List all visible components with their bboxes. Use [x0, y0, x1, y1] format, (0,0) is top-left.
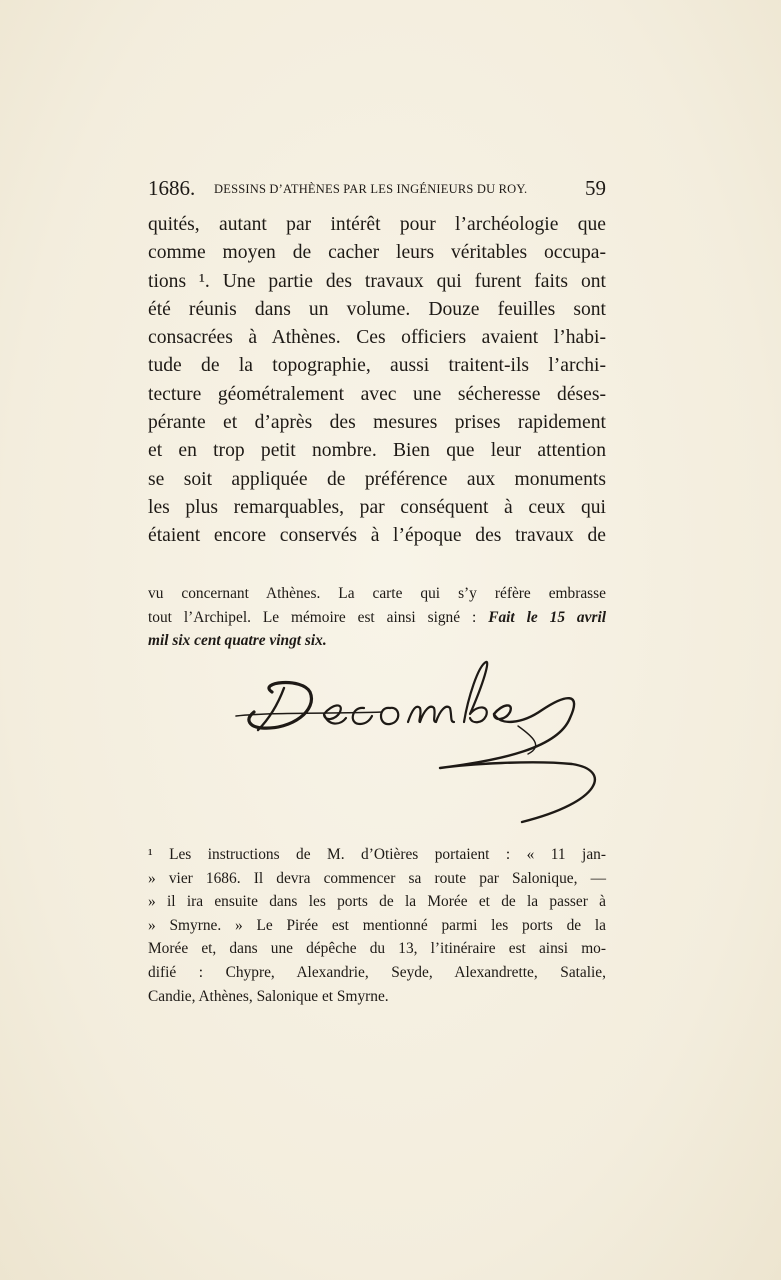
footnote-line: » il ira ensuite dans les ports de la Morée et de la passer à — [148, 893, 606, 911]
body-line: comme moyen de cacher leurs véritables occupa- — [148, 242, 606, 264]
body-text — [148, 211, 606, 551]
body-line: été réunis dans un volume. Douze feuilles sont — [148, 298, 606, 320]
footnote-line: ¹ Les instructions de M. d’Otières portaient : « 11 jan- — [148, 846, 606, 863]
body-line: consacrées à Athènes. Ces officiers avaient l’habi- — [148, 327, 606, 349]
note-line: vu concernant Athènes. La carte qui s’y réfère embrasse — [148, 585, 606, 602]
body-line: tecture géométralement avec une sécheresse déses- — [148, 383, 606, 405]
footnote-line: Morée et, dans une dépêche du 13, l’itinéraire est ainsi mo- — [148, 940, 606, 958]
running-head-year: 1686. — [148, 176, 196, 200]
footnote-line: difié : Chypre, Alexandrie, Seyde, Alexandrette, Satalie, — [148, 963, 606, 981]
footnote-continuation — [148, 582, 606, 653]
body-line: étaient encore conservés à l’époque des travaux de — [148, 525, 606, 547]
body-line: et en trop petit nombre. Bien que leur attention — [148, 440, 606, 462]
running-head — [148, 176, 606, 206]
footnote-line: » Smyrne. » Le Pirée est mentionné parmi les ports de la — [148, 916, 606, 934]
page-number: 59 — [585, 176, 606, 200]
note-line — [148, 606, 606, 630]
body-line: se soit appliquée de préférence aux monuments — [148, 468, 606, 490]
body-line: les plus remarquables, par conséquent à ceux qui — [148, 496, 606, 518]
body-line: tude de la topographie, aussi traitent-ils l’archi- — [148, 355, 606, 377]
note-line-italic: mil six cent quatre vingt six. — [148, 632, 327, 649]
footnote-line: Candie, Athènes, Salonique et Smyrne. — [148, 987, 389, 1005]
body-line: pérante et d’après des mesures prises rapidement — [148, 412, 606, 434]
note-line-italic: Fait le 15 avril — [488, 608, 606, 626]
running-head-title: DESSINS D’ATHÈNES PAR LES INGÉNIEURS DU ROY. — [214, 182, 528, 196]
body-line: tions ¹. Une partie des travaux qui furent faits ont — [148, 270, 606, 292]
handwritten-signature — [232, 652, 612, 832]
note-line-plain: tout l’Archipel. Le mémoire est ainsi signé : — [148, 608, 489, 626]
body-line: quités, autant par intérêt pour l’archéologie que — [148, 214, 606, 235]
footnote — [148, 843, 606, 1008]
footnote-line: » vier 1686. Il devra commencer sa route par Salonique, — — [148, 869, 606, 887]
